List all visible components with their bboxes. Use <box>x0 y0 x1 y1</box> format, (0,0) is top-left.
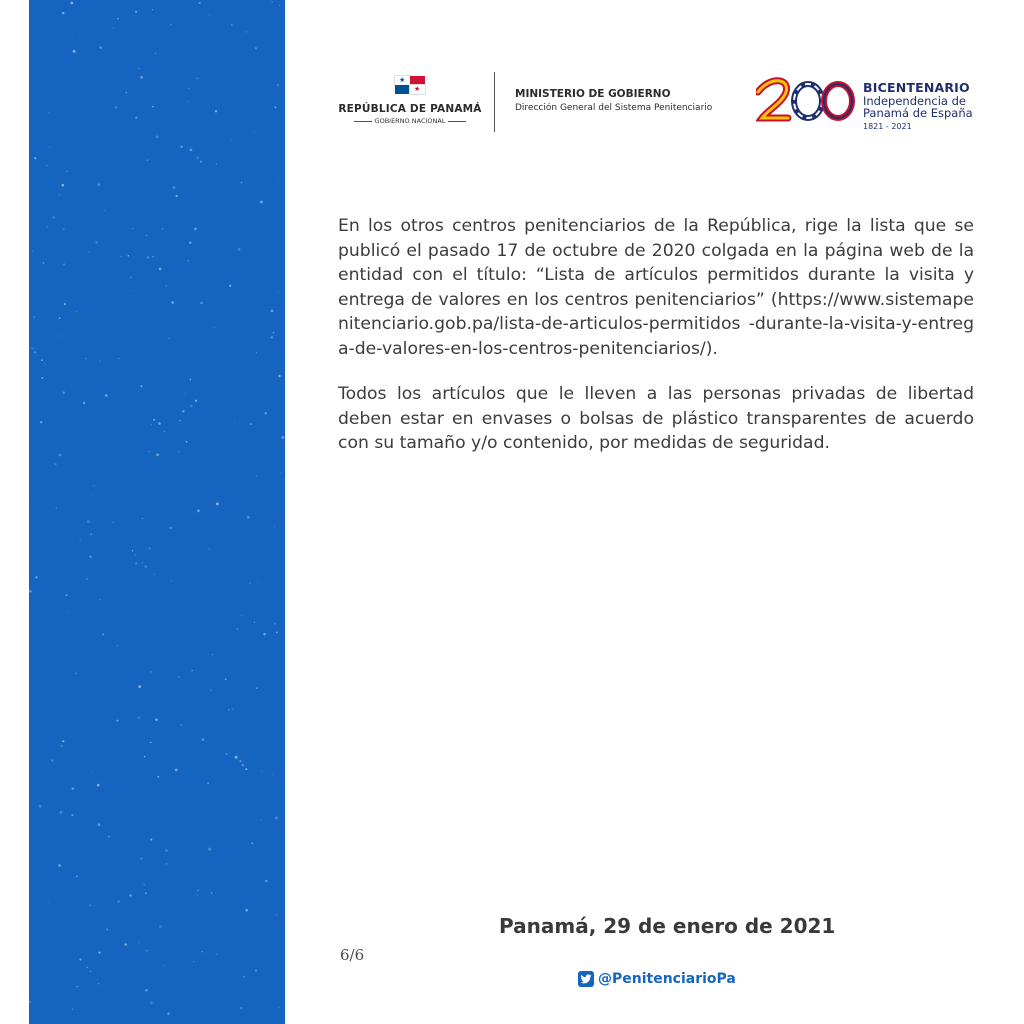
red-dash-right <box>448 121 466 122</box>
gov-subtitle-row <box>336 117 484 125</box>
ministry-name: MINISTERIO DE GOBIERNO <box>515 88 671 100</box>
paragraph-1 <box>338 214 974 361</box>
bicentenario-logo <box>756 70 996 140</box>
left-margin <box>0 0 29 1024</box>
body-text <box>338 214 974 477</box>
twitter-handle[interactable]: @PenitenciarioPa <box>598 971 736 987</box>
header <box>336 70 996 140</box>
paragraph-1-text: En los otros centros penitenciarios de la República, rige la lista que se publicó el pasado 17 de octubre de 2020 colgada en la página web de la entidad con el título: “Lista de artículos permitidos durante la visita y entrega de valores en los centros penitenciarios” <box>338 216 974 310</box>
panel-texture <box>29 0 285 1024</box>
bicentenario-title: BICENTENARIO <box>863 80 970 95</box>
bicentenario-text <box>863 80 973 131</box>
twitter-icon <box>578 971 594 987</box>
header-divider <box>494 72 495 132</box>
ministry-block <box>515 88 712 113</box>
panama-flag-icon: ★ ★ <box>395 76 425 94</box>
red-dash-left <box>354 121 372 122</box>
bicentenario-line-2: Panamá de España <box>863 106 973 120</box>
gov-subtitle: GOBIERNO NACIONAL <box>374 117 446 125</box>
bicentenario-200-ribbon-logo <box>756 74 860 130</box>
bicentenario-line-1: Independencia de <box>863 94 966 108</box>
page-number: 6/6 <box>340 946 365 964</box>
social-handle-row <box>578 971 736 987</box>
gov-title: REPÚBLICA DE PANAMÁ <box>338 103 482 115</box>
bicentenario-years: 1821 - 2021 <box>863 122 912 131</box>
blue-side-panel <box>29 0 285 1024</box>
date-line: Panamá, 29 de enero de 2021 <box>499 914 836 938</box>
paragraph-1-url: (https://www.sistemapenitenciario.gob.pa/lista-de-articulos-permitidos -durante-la-visita-y-entrega-de-valores-en-los-centros-penitenciarios/). <box>338 289 975 359</box>
gobierno-nacional-logo <box>336 76 484 125</box>
paragraph-2: Todos los artículos que le lleven a las personas privadas de libertad deben estar en envases o bolsas de plástico transparentes de acuerdo con su tamaño y/o contenido, por medidas de seguridad. <box>338 384 974 453</box>
ministry-department: Dirección General del Sistema Penitenciario <box>515 103 713 113</box>
